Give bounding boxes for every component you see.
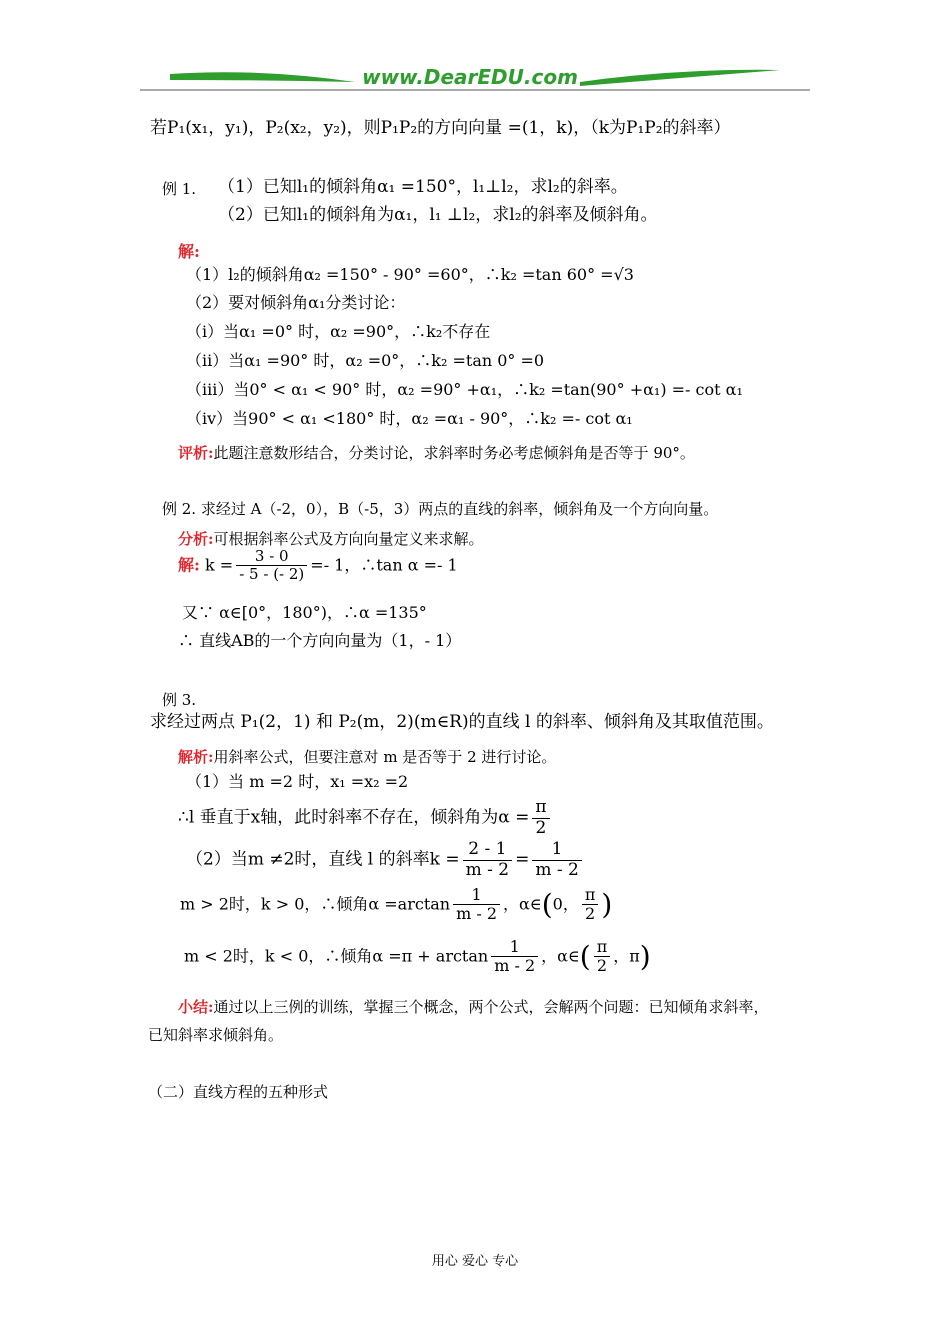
ex2-analysis-text: 可根据斜率公式及方向向量定义来求解。 xyxy=(213,530,484,548)
ex3-s5-fraction xyxy=(491,938,538,976)
ex3-s3-fraction2 xyxy=(532,840,582,880)
ex3-s3-den2: m - 2 xyxy=(535,859,579,880)
ex3-s2-pi: π xyxy=(532,798,549,819)
ex3-s5-upper: ，π xyxy=(613,946,640,966)
logo-left-swoosh xyxy=(170,72,355,82)
ex3-s4-open-paren: ( xyxy=(541,887,553,921)
ex3-s3-num1: 2 - 1 xyxy=(463,840,513,861)
ex1-s1: （1）l₂的倾斜角α₂ =150° - 90° =60°，∴k₂ =tan 60° =√3 xyxy=(186,265,634,284)
ex3-s3-eq: = xyxy=(515,849,530,870)
ex3-s5-line xyxy=(184,938,651,976)
ex1-case3: （iii）当0° < α₁ < 90° 时，α₂ =90° +α₁，∴k₂ =tan(90° +α₁) =- cot α₁ xyxy=(186,380,743,399)
ex3-s5-pi: π xyxy=(594,938,611,957)
ex1-case1: （i）当α₁ =0° 时，α₂ =90°，∴k₂不存在 xyxy=(186,322,491,341)
section2-title: （二）直线方程的五种形式 xyxy=(148,1083,329,1101)
intro-line: 若P₁(x₁，y₁)，P₂(x₂，y₂)，则P₁P₂的方向向量 =(1，k)，（k为P₁P₂的斜率） xyxy=(150,118,731,138)
ex1-title: 例 1. xyxy=(162,180,197,198)
ex3-s5-close-paren: ) xyxy=(639,939,651,973)
ex3-s2-two: 2 xyxy=(535,817,547,838)
footer: 用心 爱心 专心 xyxy=(431,1254,519,1269)
ex2-k-denominator: - 5 - (- 2) xyxy=(239,565,305,584)
ex3-summary-label: 小结: xyxy=(178,998,214,1016)
ex2-title: 例 2. 求经过 A（-2，0），B（-5，3）两点的直线的斜率，倾斜角及一个方向向量。 xyxy=(162,500,719,518)
ex3-s2-fraction xyxy=(532,798,549,838)
ex2-analysis-label: 分析: xyxy=(178,530,214,548)
ex1-case4: （iv）当90° < α₁ <180° 时，α₂ =α₁ - 90°，∴k₂ =- cot α₁ xyxy=(186,409,633,428)
ex3-analysis-label: 解析: xyxy=(178,748,214,766)
ex3-s4-pi: π xyxy=(582,886,599,905)
ex3-s4-line xyxy=(180,886,612,924)
ex2-line3: ∴ 直线AB的一个方向向量为（1，- 1） xyxy=(178,631,462,650)
ex3-title: 例 3. xyxy=(162,691,197,709)
ex1-case2: （ii）当α₁ =90° 时，α₂ =0°，∴k₂ =tan 0° =0 xyxy=(186,351,545,370)
ex3-s4-lower: 0， xyxy=(552,894,579,914)
ex3-s3-den1: m - 2 xyxy=(465,859,510,880)
ex2-k-rhs: =- 1，∴tan α =- 1 xyxy=(310,555,458,575)
ex3-s3-fraction1 xyxy=(463,840,513,880)
logo-right-swoosh xyxy=(580,70,780,86)
ex3-summary-text: 通过以上三例的训练，掌握三个概念，两个公式，会解两个问题：已知倾角求斜率， xyxy=(213,998,769,1016)
ex2-k-fraction xyxy=(236,548,307,584)
ex3-s4-den: m - 2 xyxy=(456,904,498,924)
ex2-solution-line xyxy=(178,548,458,584)
ex1-review-text: 此题注意数形结合，分类讨论，求斜率时务必考虑倾斜角是否等于 90°。 xyxy=(213,444,695,462)
ex1-solution-label: 解: xyxy=(178,242,200,261)
ex3-question: 求经过两点 P₁(2，1) 和 P₂(m，2)(m∈R)的直线 l 的斜率、倾斜角及其取值范围。 xyxy=(150,712,774,732)
ex3-s4-two: 2 xyxy=(584,904,596,924)
logo xyxy=(140,60,810,100)
ex3-s5-den: m - 2 xyxy=(494,956,536,976)
ex3-s4-in: ，α∈ xyxy=(503,894,542,914)
ex3-s5-in: ，α∈ xyxy=(541,946,580,966)
logo-text: www.DearEDU.com xyxy=(362,65,578,89)
ex3-s4-upper-fraction xyxy=(582,886,599,924)
ex3-s5-two: 2 xyxy=(596,956,608,976)
ex3-analysis-text: 用斜率公式，但要注意对 m 是否等于 2 进行讨论。 xyxy=(213,748,557,766)
ex3-summary-text2: 已知斜率求倾斜角。 xyxy=(148,1026,284,1044)
ex2-k-lhs: k = xyxy=(205,555,234,575)
ex2-line2: 又∵ α∈[0°，180°)，∴α =135° xyxy=(182,603,427,622)
ex1-q2: （2）已知l₁的倾斜角为α₁，l₁ ⊥l₂，求l₂的斜率及倾斜角。 xyxy=(218,205,658,225)
ex3-s4-one: 1 xyxy=(453,886,500,905)
ex3-s3-num2: 1 xyxy=(532,840,582,861)
ex3-s3-text: （2）当m ≠2时，直线 l 的斜率k = xyxy=(186,849,460,870)
ex1-q1: （1）已知l₁的倾斜角α₁ =150°，l₁⊥l₂，求l₂的斜率。 xyxy=(218,177,628,197)
ex3-s5-lower-fraction xyxy=(594,938,611,976)
ex3-s4-close-paren: ) xyxy=(601,887,613,921)
ex2-solution-label: 解: xyxy=(178,555,200,575)
ex3-s3-line xyxy=(186,840,585,880)
ex1-s2: （2）要对倾斜角α₁分类讨论： xyxy=(186,293,406,312)
ex3-s5-text: m < 2时，k < 0，∴倾角α =π + arctan xyxy=(184,946,489,966)
ex1-review-label: 评析: xyxy=(178,444,214,462)
ex3-s2-line xyxy=(178,798,553,838)
ex3-s4-fraction xyxy=(453,886,500,924)
ex3-s2-text: ∴l 垂直于x轴，此时斜率不存在，倾斜角为α = xyxy=(178,807,530,828)
ex3-s5-open-paren: ( xyxy=(579,939,591,973)
ex2-k-numerator: 3 - 0 xyxy=(236,548,307,566)
ex3-s5-one: 1 xyxy=(491,938,538,957)
ex3-s4-text: m > 2时，k > 0，∴倾角α =arctan xyxy=(180,894,451,914)
ex3-s1: （1）当 m =2 时，x₁ =x₂ =2 xyxy=(186,772,409,791)
